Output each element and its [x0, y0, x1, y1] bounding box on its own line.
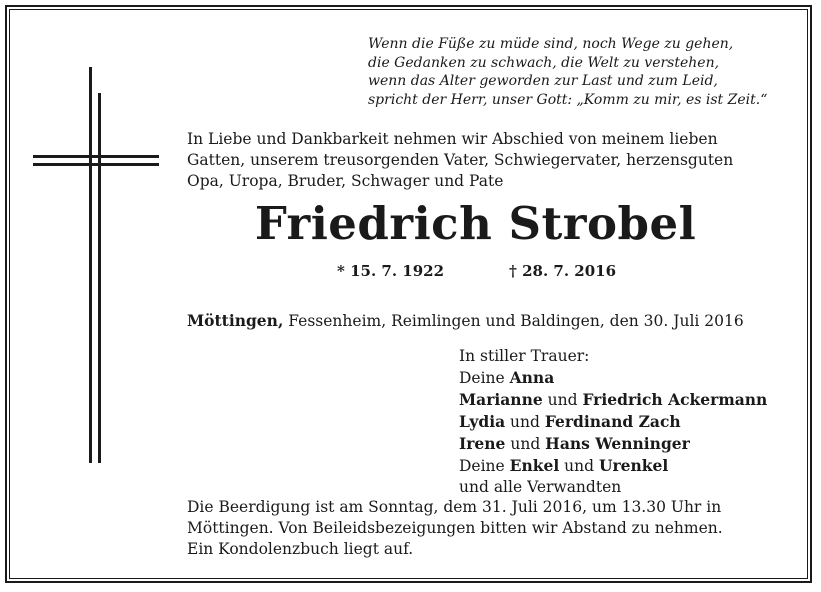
- mourner-text: und: [542, 391, 583, 409]
- mourners-list: [459, 346, 767, 498]
- mourner-line: und alle Verwandten: [459, 478, 622, 496]
- place-date-line: [187, 311, 744, 330]
- mourner-text: Deine: [459, 369, 510, 387]
- mourner-line: [459, 433, 767, 455]
- mourner-text: und: [505, 413, 545, 431]
- mourner-name: Anna: [509, 368, 555, 387]
- place-rest: Fessenheim, Reimlingen und Baldingen, den 30. Juli 2016: [283, 312, 744, 330]
- mourner-name: Enkel: [509, 456, 560, 475]
- intro-text: [187, 129, 777, 192]
- birth-date: * 15. 7. 1922: [337, 262, 445, 280]
- intro-line: Gatten, unserem treusorgenden Vater, Schwiegervater, herzensguten: [187, 151, 734, 169]
- funeral-line: Die Beerdigung ist am Sonntag, dem 31. Juli 2016, um 13.30 Uhr in: [187, 498, 722, 516]
- mourners-heading: In stiller Trauer:: [459, 347, 590, 365]
- mourner-text: und: [505, 435, 546, 453]
- mourner-text: Deine: [459, 457, 510, 475]
- poem-line: wenn das Alter geworden zur Last und zum Leid,: [368, 73, 718, 89]
- intro-line: In Liebe und Dankbarkeit nehmen wir Abschied von meinem lieben: [187, 130, 718, 148]
- mourner-line: [459, 455, 767, 477]
- funeral-line: Ein Kondolenzbuch liegt auf.: [187, 540, 414, 558]
- funeral-notice: [187, 497, 777, 560]
- poem-line: spricht der Herr, unser Gott: „Komm zu mir, es ist Zeit.“: [368, 91, 768, 108]
- poem-line: Wenn die Füße zu müde sind, noch Wege zu gehen,: [368, 36, 734, 52]
- mourner-line: [459, 367, 767, 389]
- mourner-name: Urenkel: [598, 456, 669, 475]
- place-town: Möttingen,: [187, 311, 284, 330]
- mourner-text: und: [559, 457, 599, 475]
- intro-line: Opa, Uropa, Bruder, Schwager und Pate: [187, 172, 504, 190]
- mourner-name: Lydia: [459, 412, 506, 431]
- funeral-line: Möttingen. Von Beileidsbezeigungen bitten wir Abstand zu nehmen.: [187, 519, 723, 537]
- mourner-name: Irene: [459, 434, 506, 453]
- mourner-name: Marianne: [459, 390, 543, 409]
- mourner-line: [459, 389, 767, 411]
- death-date: † 28. 7. 2016: [509, 262, 617, 280]
- mourner-name: Hans Wenninger: [545, 434, 690, 453]
- poem-line: die Gedanken zu schwach, die Welt zu verstehen,: [368, 54, 720, 71]
- poem-verse: [368, 35, 788, 109]
- mourner-name: Ferdinand Zach: [544, 412, 681, 431]
- mourner-line: [459, 411, 767, 433]
- mourner-name: Friedrich Ackermann: [582, 390, 768, 409]
- deceased-name: Friedrich Strobel: [254, 197, 697, 250]
